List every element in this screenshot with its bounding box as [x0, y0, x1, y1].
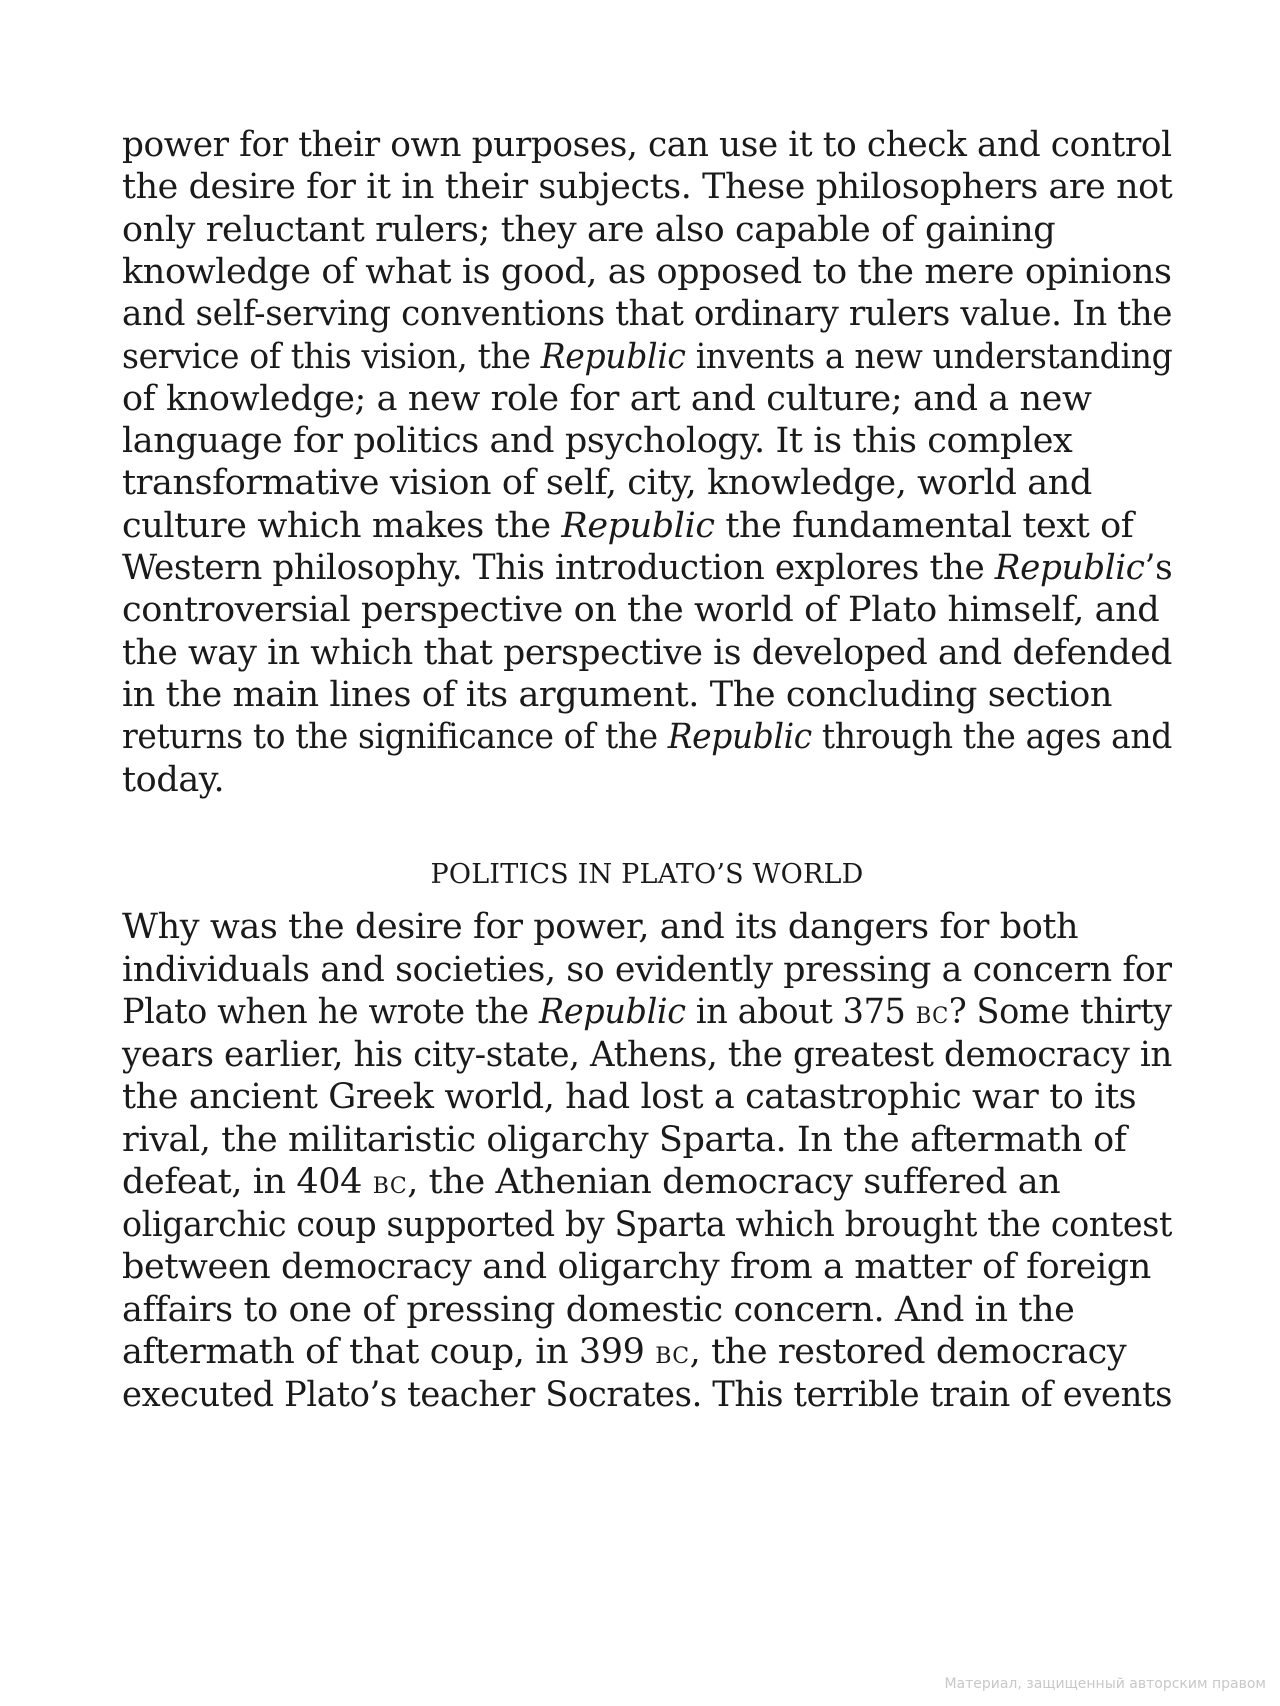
text-line: [122, 672, 1112, 718]
text-segment: returns to the significance of the: [122, 717, 668, 758]
text-segment: the way in which that perspective is developed and defended: [122, 632, 1173, 673]
text-segment: and self-serving conventions that ordinary rulers value. In the: [122, 294, 1173, 335]
text-line: [122, 630, 1172, 676]
text-segment: affairs to one of pressing domestic concern. And in the: [122, 1289, 1075, 1330]
era-abbreviation: BC: [655, 1344, 690, 1369]
text-line: [122, 291, 1172, 337]
text-segment: knowledge of what is good, as opposed to the mere opinions: [122, 251, 1172, 292]
text-segment: culture which makes the: [122, 505, 562, 546]
text-line: [122, 376, 1092, 422]
text-segment: oligarchic coup supported by Sparta which brought the contest: [122, 1204, 1172, 1245]
italic-title: Republic: [561, 505, 715, 546]
text-segment: Why was the desire for power, and its dangers for both: [122, 907, 1079, 947]
text-segment: , the restored democracy: [689, 1332, 1127, 1372]
text-segment: power for their own purposes, can use it to check and control: [122, 125, 1172, 165]
text-segment: the ancient Greek world, had lost a catastrophic war to its: [122, 1077, 1137, 1117]
section-heading: POLITICS IN PLATO’S WORLD: [430, 859, 864, 890]
text-line: [122, 122, 1172, 168]
text-segment: ? Some thirty: [948, 992, 1172, 1032]
text-line: [122, 460, 1092, 506]
text-segment: between democracy and oligarchy from a matter of foreign: [122, 1247, 1151, 1287]
text-segment: invents a new understanding: [685, 336, 1173, 377]
text-line: [122, 249, 1172, 295]
text-line: [122, 418, 1072, 464]
text-line: [122, 1032, 1172, 1078]
text-segment: in the main lines of its argument. The concluding section: [122, 674, 1113, 715]
text-segment: transformative vision of self, city, knowledge, world and: [122, 463, 1092, 504]
text-line: [122, 1372, 1172, 1418]
text-segment: in about 375: [685, 992, 916, 1032]
text-line: [122, 207, 1055, 253]
text-line: [122, 757, 224, 803]
text-line: [122, 587, 1159, 633]
text-segment: Western philosophy. This introduction explores the: [122, 548, 995, 588]
text-segment: Plato when he wrote the: [122, 992, 539, 1032]
text-line: [122, 1202, 1172, 1248]
text-line: [122, 164, 1172, 210]
text-segment: , the Athenian democracy suffered an: [407, 1162, 1061, 1202]
text-segment: controversial perspective on the world of Plato himself, and: [122, 590, 1160, 631]
text-line: [122, 503, 1133, 549]
italic-title: Republic: [994, 548, 1145, 588]
text-segment: service of this vision, the: [122, 336, 541, 377]
text-segment: only reluctant rulers; they are also capable of gaining: [122, 209, 1056, 250]
text-segment: of knowledge; a new role for art and culture; and a new: [122, 378, 1092, 419]
copyright-watermark: Материал, защищенный авторским правом: [944, 1676, 1266, 1692]
text-segment: through the ages and: [811, 717, 1172, 758]
text-segment: today.: [122, 759, 225, 800]
text-segment: defeat, in 404: [122, 1162, 373, 1202]
text-line: [122, 714, 1172, 760]
text-line: [122, 947, 1172, 993]
text-segment: language for politics and psychology. It is this complex: [122, 421, 1073, 462]
text-line: [122, 1074, 1136, 1120]
text-segment: the desire for it in their subjects. These philosophers are not: [122, 167, 1173, 208]
text-line: [122, 545, 1172, 591]
text-segment: executed Plato’s teacher Socrates. This terrible train of events: [122, 1374, 1173, 1415]
text-segment: rival, the militaristic oligarchy Sparta. In the aftermath of: [122, 1119, 1127, 1160]
text-line: [122, 334, 1172, 380]
text-segment: years earlier, his city-state, Athens, the greatest democracy in: [122, 1034, 1172, 1075]
era-abbreviation: BC: [915, 1004, 949, 1029]
text-segment: ’s: [1144, 548, 1173, 588]
italic-title: Republic: [667, 717, 812, 758]
text-segment: individuals and societies, so evidently pressing a concern for: [122, 949, 1172, 990]
italic-title: Republic: [540, 336, 686, 377]
text-line: [122, 904, 1078, 950]
italic-title: Republic: [538, 992, 686, 1032]
text-line: [122, 1287, 1074, 1333]
text-line: [122, 1117, 1126, 1163]
text-line: [122, 1244, 1151, 1290]
text-segment: the fundamental text of: [714, 505, 1134, 546]
era-abbreviation: BC: [372, 1174, 408, 1199]
text-segment: aftermath of that coup, in 399: [122, 1332, 656, 1372]
